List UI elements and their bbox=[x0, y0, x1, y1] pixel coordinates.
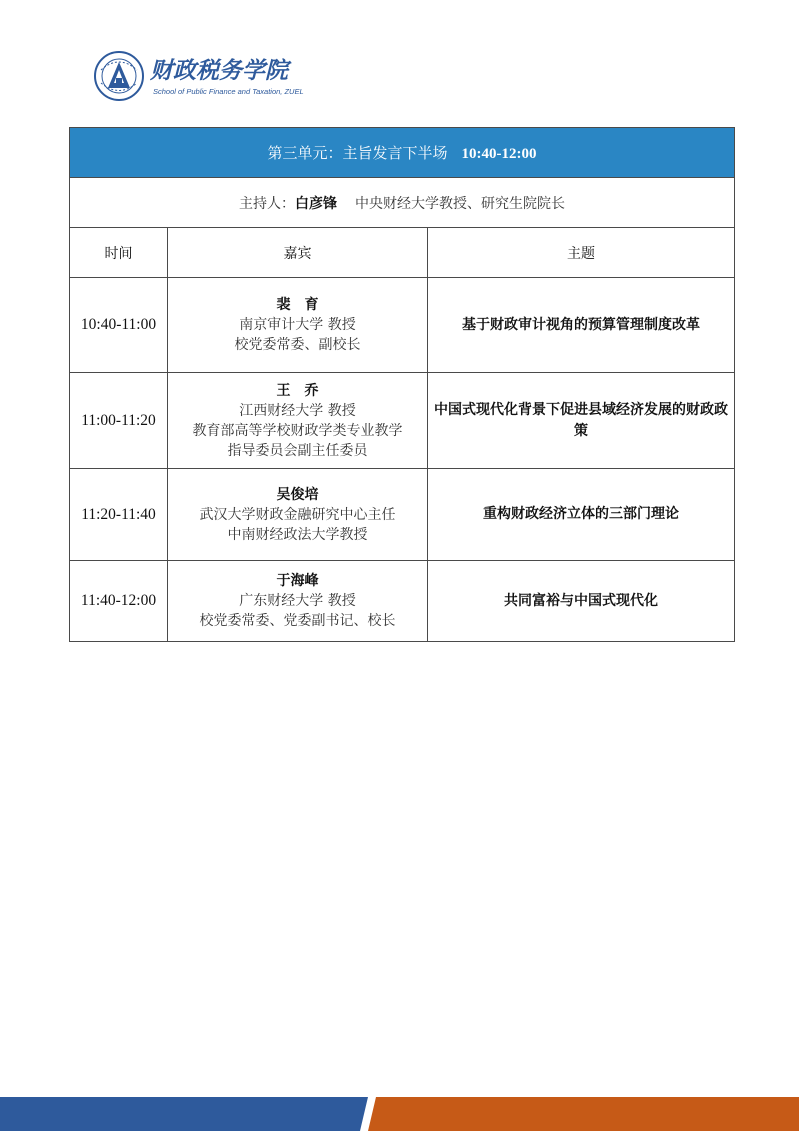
school-english-name: School of Public Finance and Taxation, ZUEL bbox=[153, 87, 304, 96]
table-row bbox=[70, 469, 735, 561]
session-time: 10:40-12:00 bbox=[461, 146, 537, 162]
school-logo bbox=[93, 50, 313, 102]
guest-cell bbox=[168, 278, 428, 373]
host-label: 主持人： bbox=[239, 195, 295, 212]
host-title: 中央财经大学教授、研究生院院长 bbox=[355, 195, 565, 212]
footer-orange-band bbox=[368, 1097, 799, 1131]
guest-cell bbox=[168, 469, 428, 561]
host-cell bbox=[70, 178, 735, 228]
guest-affiliation: 南京审计大学 教授 bbox=[239, 317, 356, 333]
time-cell: 11:20-11:40 bbox=[70, 469, 168, 561]
footer-color-band bbox=[0, 1097, 799, 1131]
footer-blue-band bbox=[0, 1097, 368, 1131]
guest-name: 王 乔 bbox=[276, 382, 319, 399]
session-header-row bbox=[70, 128, 735, 178]
school-name-logotype: 财政税务学院 bbox=[150, 57, 288, 84]
time-cell: 11:40-12:00 bbox=[70, 561, 168, 642]
column-header-guest: 嘉宾 bbox=[168, 228, 428, 278]
session-header bbox=[70, 128, 735, 178]
topic-cell: 中国式现代化背景下促进县域经济发展的财政政策 bbox=[428, 373, 735, 469]
session-program-table bbox=[69, 127, 735, 642]
guest-name: 裴 育 bbox=[276, 297, 319, 313]
time-cell: 10:40-11:00 bbox=[70, 278, 168, 373]
guest-affiliation: 武汉大学财政金融研究中心主任 bbox=[199, 506, 396, 523]
session-title: 第三单元：主旨发言下半场 bbox=[267, 144, 448, 162]
guest-position: 校党委常委、党委副书记、校长 bbox=[199, 613, 396, 629]
guest-name: 于海峰 bbox=[276, 573, 319, 589]
time-cell: 11:00-11:20 bbox=[70, 373, 168, 469]
guest-cell bbox=[168, 561, 428, 642]
guest-cell bbox=[168, 373, 428, 469]
guest-position: 指导委员会副主任委员 bbox=[227, 442, 368, 459]
school-emblem-icon bbox=[93, 50, 145, 102]
table-row bbox=[70, 373, 735, 469]
guest-affiliation: 江西财经大学 教授 bbox=[239, 402, 356, 419]
topic-cell: 基于财政审计视角的预算管理制度改革 bbox=[428, 278, 735, 373]
guest-position: 校党委常委、副校长 bbox=[234, 337, 361, 353]
table-row bbox=[70, 278, 735, 373]
guest-position: 中南财经政法大学教授 bbox=[227, 526, 368, 543]
topic-cell: 重构财政经济立体的三部门理论 bbox=[428, 469, 735, 561]
guest-affiliation: 广东财经大学 教授 bbox=[239, 593, 356, 609]
topic-cell: 共同富裕与中国式现代化 bbox=[428, 561, 735, 642]
column-header-topic: 主题 bbox=[428, 228, 735, 278]
host-name: 白彦锋 bbox=[295, 195, 337, 212]
column-header-time: 时间 bbox=[70, 228, 168, 278]
host-row bbox=[70, 178, 735, 228]
guest-position: 教育部高等学校财政学类专业教学 bbox=[192, 422, 403, 439]
guest-name: 吴俊培 bbox=[276, 486, 319, 503]
column-header-row bbox=[70, 228, 735, 278]
table-row bbox=[70, 561, 735, 642]
